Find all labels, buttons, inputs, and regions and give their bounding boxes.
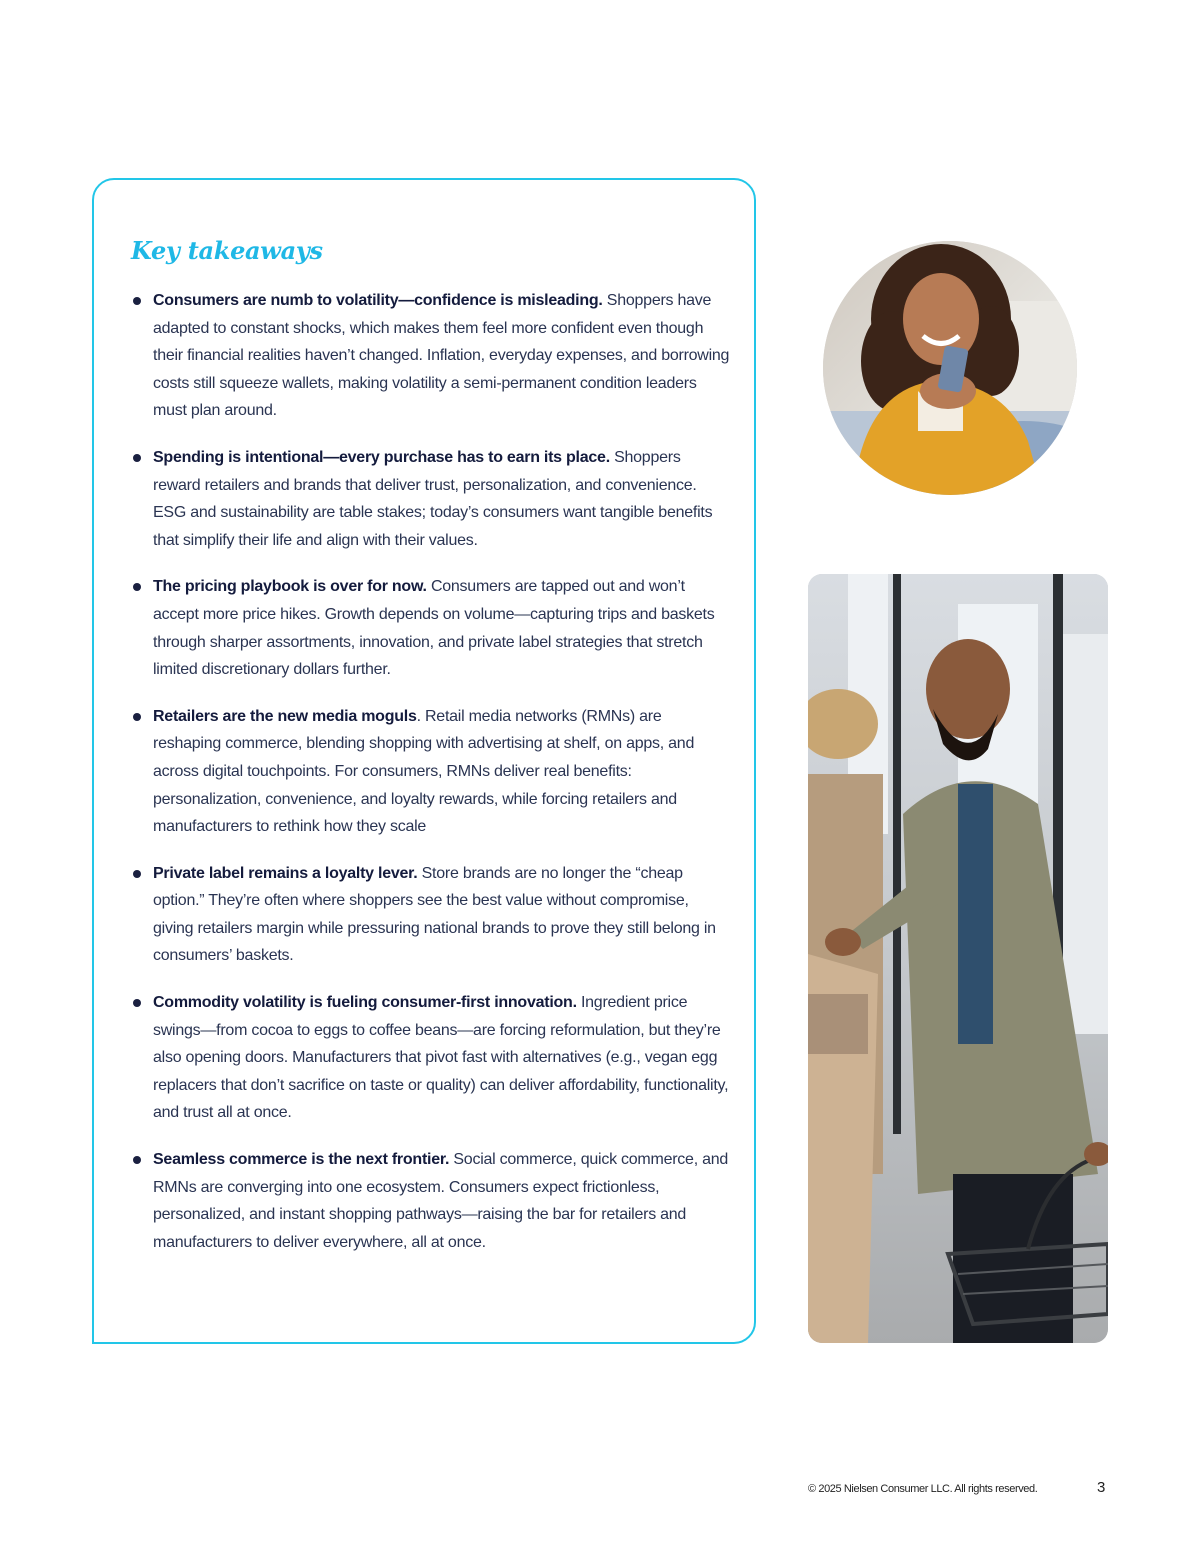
takeaway-item (131, 703, 731, 841)
takeaways-list (131, 287, 731, 1275)
bullet-dot-icon (133, 999, 141, 1007)
takeaway-text: Ingredient price swings—from cocoa to eggs to coffee beans—are forcing reformulation, but they’re also opening doors. Manufacturers that pivot fast with alternatives (e.g., vegan egg replacers that don’t sacrifice on taste or quality) can deliver affordability, functionality, and trust all at once. (153, 994, 729, 1122)
takeaway-text: . Retail media networks (RMNs) are reshaping commerce, blending shopping with advertising at shelf, on apps, and across digital touchpoints. For consumers, RMNs deliver real benefits: personalization, convenience, and loyalty rewards, while forcing retailers and manufacturers to rethink how they scale (153, 707, 695, 836)
shopper-photo-illustration (808, 574, 1108, 1343)
bullet-dot-icon (133, 297, 141, 305)
takeaway-text: Shoppers reward retailers and brands that deliver trust, personalization, and convenience. ESG and sustainability are table stakes; today’s consumers want tangible benefits that simplify their life and align with their values. (153, 448, 713, 549)
bullet-dot-icon (133, 713, 141, 721)
takeaway-lead: Commodity volatility is fueling consumer-first innovation. (153, 994, 577, 1012)
takeaway-lead: Seamless commerce is the next frontier. (153, 1151, 450, 1169)
takeaway-text: Store brands are no longer the “cheap option.” They’re often where shoppers see the best value without compromise, giving retailers margin while pressuring national brands to prove they still belong in consumers’ baskets. (153, 864, 716, 965)
takeaway-item (131, 860, 731, 970)
copyright-notice: © 2025 Nielsen Consumer LLC. All rights reserved. (808, 1483, 1038, 1495)
woman-with-phone-photo (823, 241, 1077, 495)
takeaway-text: Social commerce, quick commerce, and RMNs are converging into one ecosystem. Consumers expect frictionless, personalized, and instant shopping pathways—raising the bar for retailers and manufacturers to deliver everywhere, all at once. (153, 1151, 729, 1251)
takeaway-lead: Retailers are the new media moguls (153, 707, 417, 725)
takeaway-text: Consumers are tapped out and won’t accept more price hikes. Growth depends on volume—capturing trips and baskets through sharper assortments, innovation, and private label strategies that stretch limited discretionary dollars further. (153, 578, 715, 679)
takeaway-lead: Private label remains a loyalty lever. (153, 864, 418, 882)
takeaway-lead: Consumers are numb to volatility—confidence is misleading. (153, 292, 603, 309)
bullet-dot-icon (133, 583, 141, 591)
takeaway-item (131, 573, 731, 683)
key-takeaways-title: Key takeaways (131, 236, 323, 265)
takeaway-item (131, 1146, 731, 1256)
takeaway-lead: Spending is intentional—every purchase has to earn its place. (153, 448, 610, 466)
page-number: 3 (1097, 1479, 1106, 1496)
takeaway-item (131, 444, 731, 554)
bullet-dot-icon (133, 454, 141, 462)
takeaway-text: Shoppers have adapted to constant shocks, which makes them feel more confident even though their financial realities haven’t changed. Inflation, everyday expenses, and borrowing costs still squeeze wallets, making volatility a semi-permanent condition leaders must plan around. (153, 292, 730, 420)
bullet-dot-icon (133, 1156, 141, 1164)
shopper-with-basket-photo (808, 574, 1108, 1343)
bullet-dot-icon (133, 870, 141, 878)
woman-photo-illustration (823, 241, 1077, 495)
takeaway-item (131, 989, 731, 1127)
takeaway-item (131, 287, 731, 425)
takeaway-lead: The pricing playbook is over for now. (153, 578, 427, 596)
